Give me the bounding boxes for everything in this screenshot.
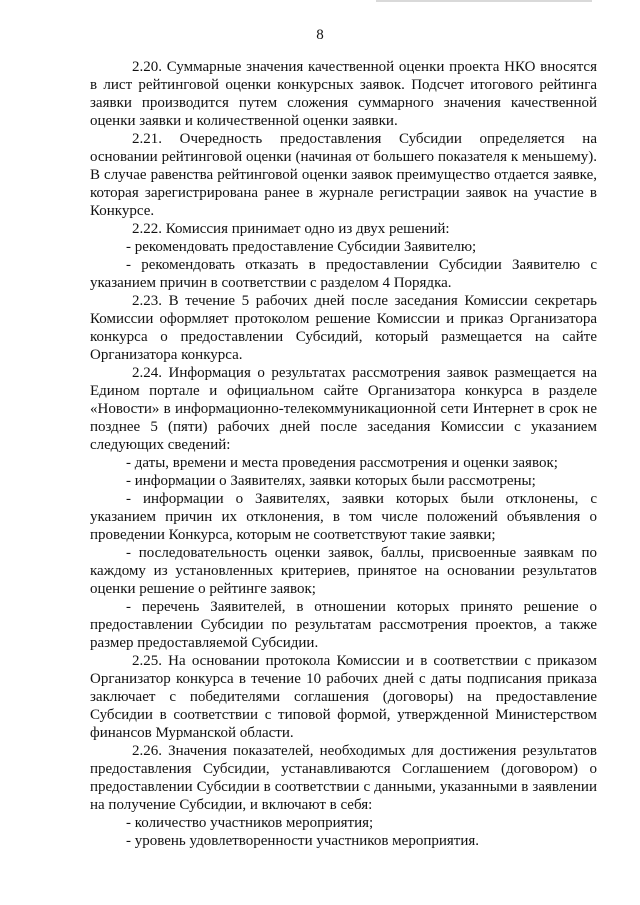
info-item-4: - последовательность оценки заявок, баллы, присвоенные заявкам по каждому из установленных критериев, принятое на основании результатов оценки решение о рейтинге заявок; — [90, 545, 597, 597]
scan-edge-mark — [376, 0, 592, 2]
indicator-item-1: - количество участников мероприятия; — [126, 815, 374, 831]
paragraph-2-20: 2.20. Суммарные значения качественной оценки проекта НКО вносятся в лист рейтинговой оценки конкурсных заявок. Подсчет итогового рейтинга заявки производится путем сложения суммарного значения качественной оценки заявки и количественной оценки заявки. — [90, 59, 597, 129]
info-item-2: - информации о Заявителях, заявки которых были рассмотрены; — [126, 473, 536, 489]
paragraph-2-25: 2.25. На основании протокола Комиссии и в соответствии с приказом Организатор конкурса в течение 10 рабочих дней с даты подписания приказа заключает с победителями соглашения (договоры) на предоставление Субсидии в соответствии с типовой формой, утвержденной Министерством финансов Мурманской области. — [90, 653, 597, 741]
paragraph-2-23: 2.23. В течение 5 рабочих дней после заседания Комиссии секретарь Комиссии оформляет протоколом решение Комиссии и приказ Организатора конкурса о предоставлении Субсидий, который размещается на сайте Организатора конкурса. — [90, 293, 597, 363]
indicator-item-2: - уровень удовлетворенности участников мероприятия. — [126, 833, 480, 849]
decision-option-1: - рекомендовать предоставление Субсидии Заявителю; — [126, 239, 477, 255]
info-item-5: - перечень Заявителей, в отношении которых принято решение о предоставлении Субсидии по результатам рассмотрения проектов, а также размер предоставляемой Субсидии. — [90, 599, 597, 651]
paragraph-2-26: 2.26. Значения показателей, необходимых для достижения результатов предоставления Субсидии, устанавливаются Соглашением (договором) о предоставлении Субсидии в соответствии с данными, указанными в заявлении на получение Субсидии, и включают в себя: — [90, 743, 597, 813]
decision-option-2: - рекомендовать отказать в предоставлении Субсидии Заявителю с указанием причин в соответствии с разделом 4 Порядка. — [90, 257, 597, 291]
document-body — [90, 58, 597, 850]
info-item-1: - даты, времени и места проведения рассмотрения и оценки заявок; — [126, 455, 558, 471]
paragraph-2-22: 2.22. Комиссия принимает одно из двух решений: — [132, 221, 450, 237]
info-item-3: - информации о Заявителях, заявки которых были отклонены, с указанием причин их отклонения, в том числе положений объявления о проведении Конкурса, которым не соответствуют такие заявки; — [90, 491, 597, 543]
page-number: 8 — [316, 27, 324, 43]
paragraph-2-24: 2.24. Информация о результатах рассмотрения заявок размещается на Едином портале и официальном сайте Организатора конкурса в разделе «Новости» в информационно-телекоммуникационной сети Интернет в срок не позднее 5 (пяти) рабочих дней после заседания Комиссии с указанием следующих сведений: — [90, 365, 597, 453]
paragraph-2-21: 2.21. Очередность предоставления Субсидии определяется на основании рейтинговой оценки (начиная от большего показателя к меньшему). В случае равенства рейтинговой оценки заявок преимущество отдается заявке, которая зарегистрирована ранее в журнале регистрации заявок на участие в Конкурсе. — [90, 131, 597, 219]
